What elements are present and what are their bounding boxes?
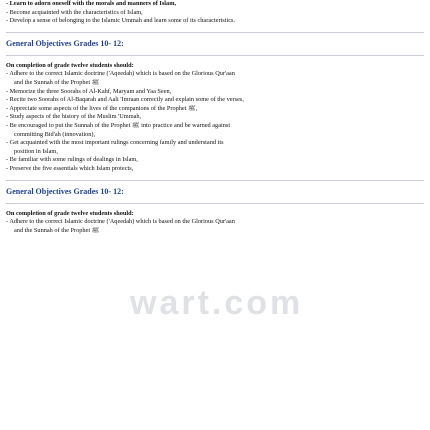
section-heading: General Objectives Grades 10- 12: bbox=[6, 38, 124, 48]
intro-line: - Develop a sense of belonging to the Islamic Ummah and learn some of its characteristics. bbox=[6, 17, 236, 25]
list-item: - Get acquainted with the most important rulings concerning family and understand its bbox=[6, 139, 224, 147]
list-item: - Be familiar with some rulings of dealings in Islam, bbox=[6, 156, 138, 164]
list-item: committing Bid'ah (innovation), bbox=[14, 130, 96, 138]
list-item: - Adhere to the correct Islamic doctrine ('Aqeedah) which is based on the Glorious Qur'aan bbox=[6, 70, 235, 78]
list-item: and the Sunnah of the Prophet ﷺ bbox=[14, 226, 100, 234]
list-item: - Memorize the three Soorahs of Al-Kahf, Maryam and Yaa Seen, bbox=[6, 87, 172, 95]
objectives-list bbox=[6, 210, 426, 236]
list-item: - Adhere to the correct Islamic doctrine ('Aqeedah) which is based on the Glorious Qur'aan bbox=[6, 218, 235, 226]
intro-list bbox=[6, 0, 426, 26]
objectives-list bbox=[6, 62, 426, 174]
list-item: - Recite two Soorahs of Al-Baqarah and Aali 'Imraan correctly and explain some of the verses, bbox=[6, 96, 244, 104]
intro-line: - Learn to adorn oneself with the morals and manners of Islam, bbox=[6, 0, 177, 7]
list-item: and the Sunnah of the Prophet ﷺ bbox=[14, 78, 100, 86]
watermark: wart.com bbox=[130, 284, 304, 322]
section-heading: General Objectives Grades 10- 12: bbox=[6, 186, 124, 196]
list-item: - Appreciate some aspects of the lives of the companions of the Prophet ﷺ, bbox=[6, 104, 198, 112]
list-item: - Study aspects of the history of the Muslim 'Ummah, bbox=[6, 113, 142, 121]
list-item: - Be encouraged to put the Sunnah of the Prophet ﷺ into practice and be warned against bbox=[6, 121, 231, 129]
list-item: position in Islam, bbox=[14, 147, 58, 155]
list-lead: On completion of grade twelve students should: bbox=[6, 209, 134, 217]
document-page bbox=[6, 0, 426, 235]
intro-line: - Become acquainted with the characteristics of Islam, bbox=[6, 8, 143, 16]
list-lead: On completion of grade twelve students should: bbox=[6, 61, 134, 69]
list-item: - Preserve the five essentials which Islam protects, bbox=[6, 164, 134, 172]
